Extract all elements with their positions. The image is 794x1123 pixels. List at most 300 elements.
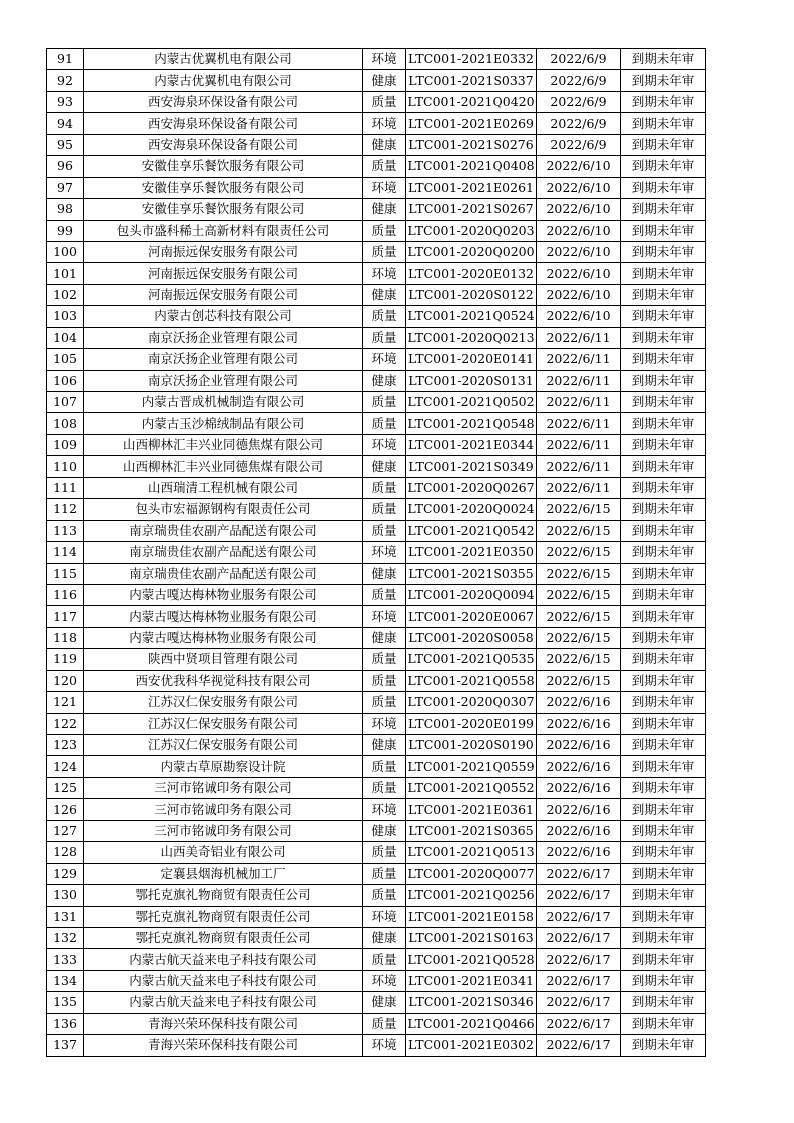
row-number: 106: [47, 370, 84, 391]
row-number: 102: [47, 284, 84, 305]
cert-type: 环境: [363, 799, 406, 820]
table-row: [47, 370, 706, 391]
cert-type: 质量: [363, 863, 406, 884]
company-name: 西安海泉环保设备有限公司: [84, 134, 363, 155]
table-row: [47, 113, 706, 134]
cert-type: 环境: [363, 177, 406, 198]
due-date: 2022/6/17: [537, 885, 621, 906]
company-name: 定襄县烟海机械加工厂: [84, 863, 363, 884]
cert-number: LTC001-2021S0276: [406, 134, 537, 155]
due-date: 2022/6/10: [537, 220, 621, 241]
status-text: 到期未年审: [621, 263, 706, 284]
table-row: [47, 820, 706, 841]
due-date: 2022/6/11: [537, 327, 621, 348]
company-name: 内蒙古嘎达梅林物业服务有限公司: [84, 627, 363, 648]
company-name: 包头市宏福源钢构有限责任公司: [84, 499, 363, 520]
cert-type: 质量: [363, 156, 406, 177]
company-name: 山西瑞清工程机械有限公司: [84, 477, 363, 498]
company-name: 鄂托克旗礼物商贸有限责任公司: [84, 906, 363, 927]
cert-number: LTC001-2021S0349: [406, 456, 537, 477]
cert-type: 环境: [363, 434, 406, 455]
due-date: 2022/6/17: [537, 906, 621, 927]
table-row: [47, 885, 706, 906]
due-date: 2022/6/15: [537, 520, 621, 541]
status-text: 到期未年审: [621, 820, 706, 841]
cert-type: 健康: [363, 370, 406, 391]
cert-type: 健康: [363, 134, 406, 155]
due-date: 2022/6/9: [537, 113, 621, 134]
company-name: 内蒙古优翼机电有限公司: [84, 70, 363, 91]
cert-number: LTC001-2020E0067: [406, 606, 537, 627]
cert-number: LTC001-2021S0365: [406, 820, 537, 841]
row-number: 95: [47, 134, 84, 155]
table-row: [47, 413, 706, 434]
cert-type: 健康: [363, 927, 406, 948]
row-number: 97: [47, 177, 84, 198]
status-text: 到期未年审: [621, 70, 706, 91]
cert-number: LTC001-2020Q0077: [406, 863, 537, 884]
certificate-table-body: [47, 49, 706, 1057]
row-number: 133: [47, 949, 84, 970]
status-text: 到期未年审: [621, 241, 706, 262]
table-row: [47, 520, 706, 541]
table-row: [47, 241, 706, 262]
company-name: 南京沃扬企业管理有限公司: [84, 370, 363, 391]
status-text: 到期未年审: [621, 842, 706, 863]
cert-type: 质量: [363, 670, 406, 691]
row-number: 109: [47, 434, 84, 455]
cert-number: LTC001-2021E0269: [406, 113, 537, 134]
due-date: 2022/6/15: [537, 499, 621, 520]
company-name: 河南振远保安服务有限公司: [84, 284, 363, 305]
due-date: 2022/6/15: [537, 627, 621, 648]
row-number: 104: [47, 327, 84, 348]
table-row: [47, 263, 706, 284]
cert-type: 质量: [363, 477, 406, 498]
table-row: [47, 156, 706, 177]
cert-number: LTC001-2021E0332: [406, 49, 537, 70]
status-text: 到期未年审: [621, 349, 706, 370]
due-date: 2022/6/9: [537, 49, 621, 70]
company-name: 鄂托克旗礼物商贸有限责任公司: [84, 885, 363, 906]
certificate-table: [46, 48, 706, 1057]
row-number: 119: [47, 649, 84, 670]
row-number: 93: [47, 91, 84, 112]
status-text: 到期未年审: [621, 306, 706, 327]
cert-number: LTC001-2020S0131: [406, 370, 537, 391]
due-date: 2022/6/17: [537, 970, 621, 991]
cert-type: 质量: [363, 413, 406, 434]
row-number: 96: [47, 156, 84, 177]
due-date: 2022/6/11: [537, 370, 621, 391]
row-number: 136: [47, 1013, 84, 1034]
table-row: [47, 177, 706, 198]
status-text: 到期未年审: [621, 1035, 706, 1056]
cert-type: 环境: [363, 906, 406, 927]
company-name: 鄂托克旗礼物商贸有限责任公司: [84, 927, 363, 948]
cert-type: 健康: [363, 284, 406, 305]
due-date: 2022/6/9: [537, 70, 621, 91]
status-text: 到期未年审: [621, 906, 706, 927]
cert-number: LTC001-2020Q0024: [406, 499, 537, 520]
row-number: 122: [47, 713, 84, 734]
cert-number: LTC001-2021Q0408: [406, 156, 537, 177]
cert-type: 质量: [363, 756, 406, 777]
row-number: 112: [47, 499, 84, 520]
due-date: 2022/6/10: [537, 156, 621, 177]
table-row: [47, 542, 706, 563]
row-number: 127: [47, 820, 84, 841]
company-name: 包头市盛科稀土高新材料有限责任公司: [84, 220, 363, 241]
due-date: 2022/6/17: [537, 1013, 621, 1034]
table-row: [47, 199, 706, 220]
company-name: 西安优我科华视觉科技有限公司: [84, 670, 363, 691]
table-row: [47, 327, 706, 348]
company-name: 陕西中贤项目管理有限公司: [84, 649, 363, 670]
status-text: 到期未年审: [621, 949, 706, 970]
cert-number: LTC001-2020Q0213: [406, 327, 537, 348]
cert-number: LTC001-2020Q0203: [406, 220, 537, 241]
table-row: [47, 799, 706, 820]
company-name: 南京瑞贵佳农副产品配送有限公司: [84, 520, 363, 541]
row-number: 120: [47, 670, 84, 691]
row-number: 105: [47, 349, 84, 370]
cert-type: 环境: [363, 49, 406, 70]
due-date: 2022/6/15: [537, 649, 621, 670]
table-row: [47, 584, 706, 605]
company-name: 安徽佳享乐餐饮服务有限公司: [84, 156, 363, 177]
cert-number: LTC001-2020Q0267: [406, 477, 537, 498]
company-name: 江苏汉仁保安服务有限公司: [84, 692, 363, 713]
cert-number: LTC001-2021E0361: [406, 799, 537, 820]
table-row: [47, 777, 706, 798]
cert-number: LTC001-2020Q0307: [406, 692, 537, 713]
due-date: 2022/6/16: [537, 713, 621, 734]
company-name: 西安海泉环保设备有限公司: [84, 113, 363, 134]
cert-type: 健康: [363, 735, 406, 756]
table-row: [47, 863, 706, 884]
cert-type: 健康: [363, 563, 406, 584]
table-row: [47, 670, 706, 691]
cert-number: LTC001-2021S0267: [406, 199, 537, 220]
table-row: [47, 349, 706, 370]
table-row: [47, 970, 706, 991]
cert-type: 质量: [363, 885, 406, 906]
cert-type: 质量: [363, 949, 406, 970]
status-text: 到期未年审: [621, 927, 706, 948]
status-text: 到期未年审: [621, 456, 706, 477]
cert-number: LTC001-2020E0199: [406, 713, 537, 734]
status-text: 到期未年审: [621, 434, 706, 455]
due-date: 2022/6/15: [537, 542, 621, 563]
status-text: 到期未年审: [621, 134, 706, 155]
table-row: [47, 91, 706, 112]
due-date: 2022/6/16: [537, 735, 621, 756]
cert-type: 环境: [363, 542, 406, 563]
table-row: [47, 499, 706, 520]
row-number: 113: [47, 520, 84, 541]
table-row: [47, 1035, 706, 1056]
cert-number: LTC001-2020S0122: [406, 284, 537, 305]
company-name: 南京瑞贵佳农副产品配送有限公司: [84, 563, 363, 584]
row-number: 91: [47, 49, 84, 70]
cert-number: LTC001-2021S0355: [406, 563, 537, 584]
cert-number: LTC001-2021S0337: [406, 70, 537, 91]
due-date: 2022/6/15: [537, 563, 621, 584]
row-number: 100: [47, 241, 84, 262]
table-row: [47, 842, 706, 863]
table-row: [47, 735, 706, 756]
status-text: 到期未年审: [621, 49, 706, 70]
row-number: 117: [47, 606, 84, 627]
table-row: [47, 284, 706, 305]
cert-type: 环境: [363, 113, 406, 134]
company-name: 江苏汉仁保安服务有限公司: [84, 713, 363, 734]
status-text: 到期未年审: [621, 563, 706, 584]
cert-type: 质量: [363, 584, 406, 605]
status-text: 到期未年审: [621, 885, 706, 906]
cert-type: 健康: [363, 992, 406, 1013]
cert-number: LTC001-2021E0350: [406, 542, 537, 563]
cert-type: 环境: [363, 1035, 406, 1056]
status-text: 到期未年审: [621, 606, 706, 627]
row-number: 128: [47, 842, 84, 863]
row-number: 92: [47, 70, 84, 91]
due-date: 2022/6/17: [537, 863, 621, 884]
company-name: 河南振远保安服务有限公司: [84, 263, 363, 284]
company-name: 内蒙古优翼机电有限公司: [84, 49, 363, 70]
cert-type: 质量: [363, 1013, 406, 1034]
cert-number: LTC001-2021Q0548: [406, 413, 537, 434]
row-number: 137: [47, 1035, 84, 1056]
row-number: 126: [47, 799, 84, 820]
company-name: 河南振远保安服务有限公司: [84, 241, 363, 262]
company-name: 内蒙古航天益来电子科技有限公司: [84, 992, 363, 1013]
table-row: [47, 70, 706, 91]
company-name: 西安海泉环保设备有限公司: [84, 91, 363, 112]
status-text: 到期未年审: [621, 91, 706, 112]
cert-type: 环境: [363, 349, 406, 370]
table-row: [47, 306, 706, 327]
due-date: 2022/6/10: [537, 306, 621, 327]
due-date: 2022/6/11: [537, 349, 621, 370]
table-row: [47, 563, 706, 584]
row-number: 124: [47, 756, 84, 777]
row-number: 134: [47, 970, 84, 991]
cert-type: 环境: [363, 970, 406, 991]
cert-type: 质量: [363, 649, 406, 670]
row-number: 118: [47, 627, 84, 648]
company-name: 三河市铭诚印务有限公司: [84, 799, 363, 820]
company-name: 山西美奇铝业有限公司: [84, 842, 363, 863]
status-text: 到期未年审: [621, 113, 706, 134]
cert-number: LTC001-2020S0058: [406, 627, 537, 648]
cert-type: 质量: [363, 220, 406, 241]
cert-type: 健康: [363, 456, 406, 477]
status-text: 到期未年审: [621, 992, 706, 1013]
cert-number: LTC001-2021E0158: [406, 906, 537, 927]
row-number: 131: [47, 906, 84, 927]
table-row: [47, 627, 706, 648]
company-name: 内蒙古嘎达梅林物业服务有限公司: [84, 606, 363, 627]
due-date: 2022/6/16: [537, 799, 621, 820]
company-name: 青海兴荣环保科技有限公司: [84, 1013, 363, 1034]
row-number: 98: [47, 199, 84, 220]
company-name: 内蒙古航天益来电子科技有限公司: [84, 970, 363, 991]
company-name: 山西柳林汇丰兴业同德焦煤有限公司: [84, 434, 363, 455]
table-row: [47, 756, 706, 777]
cert-type: 质量: [363, 692, 406, 713]
table-row: [47, 434, 706, 455]
cert-number: LTC001-2021S0346: [406, 992, 537, 1013]
cert-number: LTC001-2021E0261: [406, 177, 537, 198]
cert-type: 质量: [363, 392, 406, 413]
table-row: [47, 220, 706, 241]
table-row: [47, 906, 706, 927]
cert-type: 质量: [363, 241, 406, 262]
due-date: 2022/6/17: [537, 992, 621, 1013]
row-number: 110: [47, 456, 84, 477]
cert-number: LTC001-2021Q0558: [406, 670, 537, 691]
status-text: 到期未年审: [621, 220, 706, 241]
table-row: [47, 606, 706, 627]
company-name: 内蒙古航天益来电子科技有限公司: [84, 949, 363, 970]
due-date: 2022/6/10: [537, 284, 621, 305]
due-date: 2022/6/10: [537, 241, 621, 262]
due-date: 2022/6/11: [537, 434, 621, 455]
cert-number: LTC001-2020S0190: [406, 735, 537, 756]
due-date: 2022/6/16: [537, 692, 621, 713]
row-number: 132: [47, 927, 84, 948]
cert-number: LTC001-2020Q0200: [406, 241, 537, 262]
due-date: 2022/6/17: [537, 1035, 621, 1056]
row-number: 121: [47, 692, 84, 713]
due-date: 2022/6/10: [537, 199, 621, 220]
row-number: 94: [47, 113, 84, 134]
company-name: 内蒙古嘎达梅林物业服务有限公司: [84, 584, 363, 605]
due-date: 2022/6/15: [537, 606, 621, 627]
row-number: 123: [47, 735, 84, 756]
company-name: 南京沃扬企业管理有限公司: [84, 349, 363, 370]
status-text: 到期未年审: [621, 799, 706, 820]
table-row: [47, 713, 706, 734]
cert-number: LTC001-2021Q0559: [406, 756, 537, 777]
cert-type: 质量: [363, 842, 406, 863]
status-text: 到期未年审: [621, 735, 706, 756]
cert-type: 质量: [363, 91, 406, 112]
cert-number: LTC001-2021Q0513: [406, 842, 537, 863]
status-text: 到期未年审: [621, 370, 706, 391]
status-text: 到期未年审: [621, 284, 706, 305]
company-name: 内蒙古玉沙棉绒制品有限公司: [84, 413, 363, 434]
table-row: [47, 392, 706, 413]
cert-number: LTC001-2021Q0466: [406, 1013, 537, 1034]
status-text: 到期未年审: [621, 777, 706, 798]
cert-number: LTC001-2021Q0552: [406, 777, 537, 798]
status-text: 到期未年审: [621, 692, 706, 713]
company-name: 安徽佳享乐餐饮服务有限公司: [84, 177, 363, 198]
status-text: 到期未年审: [621, 713, 706, 734]
company-name: 内蒙古晋成机械制造有限公司: [84, 392, 363, 413]
status-text: 到期未年审: [621, 970, 706, 991]
cert-number: LTC001-2021E0344: [406, 434, 537, 455]
status-text: 到期未年审: [621, 156, 706, 177]
status-text: 到期未年审: [621, 392, 706, 413]
due-date: 2022/6/16: [537, 842, 621, 863]
company-name: 江苏汉仁保安服务有限公司: [84, 735, 363, 756]
due-date: 2022/6/11: [537, 456, 621, 477]
cert-number: LTC001-2021S0163: [406, 927, 537, 948]
company-name: 内蒙古创芯科技有限公司: [84, 306, 363, 327]
cert-type: 环境: [363, 713, 406, 734]
cert-number: LTC001-2020E0132: [406, 263, 537, 284]
due-date: 2022/6/15: [537, 670, 621, 691]
table-row: [47, 456, 706, 477]
status-text: 到期未年审: [621, 499, 706, 520]
table-row: [47, 649, 706, 670]
cert-type: 健康: [363, 820, 406, 841]
status-text: 到期未年审: [621, 627, 706, 648]
table-row: [47, 1013, 706, 1034]
due-date: 2022/6/15: [537, 584, 621, 605]
status-text: 到期未年审: [621, 542, 706, 563]
due-date: 2022/6/16: [537, 756, 621, 777]
cert-number: LTC001-2021E0341: [406, 970, 537, 991]
cert-number: LTC001-2021E0302: [406, 1035, 537, 1056]
table-row: [47, 134, 706, 155]
status-text: 到期未年审: [621, 413, 706, 434]
due-date: 2022/6/11: [537, 392, 621, 413]
row-number: 114: [47, 542, 84, 563]
due-date: 2022/6/17: [537, 949, 621, 970]
row-number: 111: [47, 477, 84, 498]
table-row: [47, 927, 706, 948]
due-date: 2022/6/11: [537, 413, 621, 434]
company-name: 内蒙古草原勘察设计院: [84, 756, 363, 777]
status-text: 到期未年审: [621, 327, 706, 348]
company-name: 三河市铭诚印务有限公司: [84, 777, 363, 798]
row-number: 99: [47, 220, 84, 241]
row-number: 107: [47, 392, 84, 413]
cert-type: 环境: [363, 606, 406, 627]
due-date: 2022/6/16: [537, 820, 621, 841]
row-number: 103: [47, 306, 84, 327]
cert-type: 健康: [363, 199, 406, 220]
cert-number: LTC001-2021Q0542: [406, 520, 537, 541]
cert-number: LTC001-2021Q0420: [406, 91, 537, 112]
row-number: 129: [47, 863, 84, 884]
status-text: 到期未年审: [621, 756, 706, 777]
cert-type: 健康: [363, 70, 406, 91]
due-date: 2022/6/9: [537, 91, 621, 112]
table-row: [47, 992, 706, 1013]
cert-type: 健康: [363, 627, 406, 648]
company-name: 三河市铭诚印务有限公司: [84, 820, 363, 841]
row-number: 130: [47, 885, 84, 906]
cert-number: LTC001-2021Q0535: [406, 649, 537, 670]
cert-type: 环境: [363, 263, 406, 284]
status-text: 到期未年审: [621, 649, 706, 670]
cert-number: LTC001-2020Q0094: [406, 584, 537, 605]
row-number: 135: [47, 992, 84, 1013]
table-row: [47, 949, 706, 970]
company-name: 南京沃扬企业管理有限公司: [84, 327, 363, 348]
cert-number: LTC001-2020E0141: [406, 349, 537, 370]
cert-type: 质量: [363, 327, 406, 348]
status-text: 到期未年审: [621, 670, 706, 691]
due-date: 2022/6/9: [537, 134, 621, 155]
cert-number: LTC001-2021Q0528: [406, 949, 537, 970]
